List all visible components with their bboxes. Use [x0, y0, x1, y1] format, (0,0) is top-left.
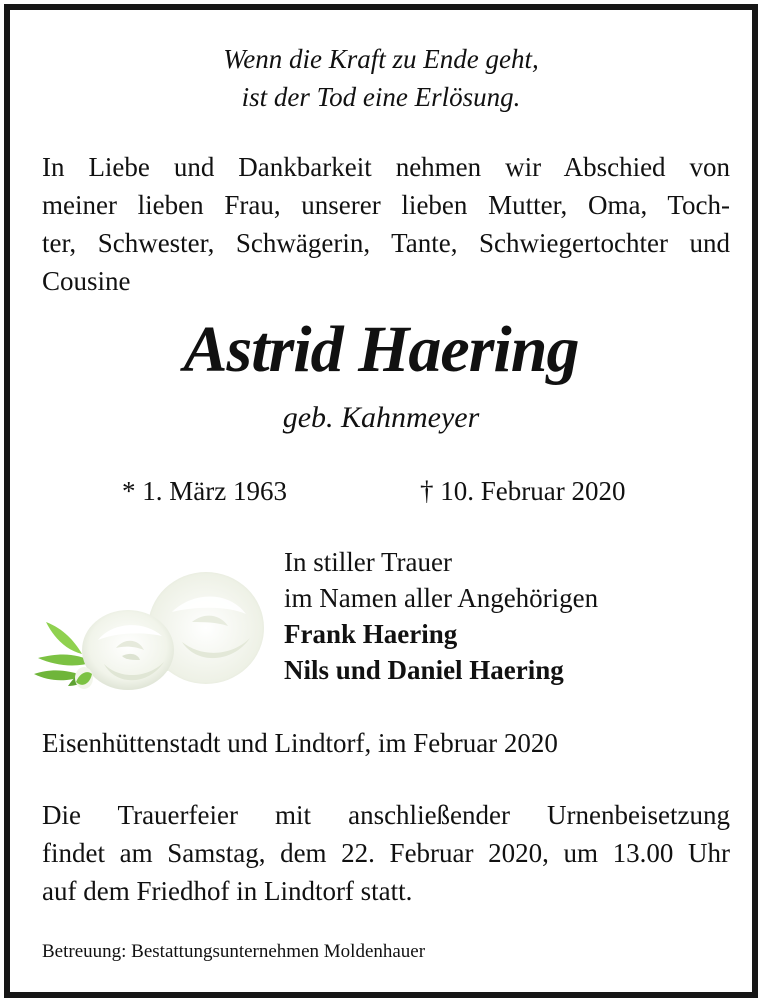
intro-line-2: meiner lieben Frau, unserer lieben Mutter, Oma, Toch-: [42, 190, 730, 220]
obituary-content: [10, 10, 752, 992]
intro-text: [42, 148, 730, 300]
intro-line-1: In Liebe und Dankbarkeit nehmen wir Abschied von: [42, 152, 730, 182]
motto-line-2: ist der Tod eine Erlösung.: [241, 82, 521, 112]
ceremony-line-1: Die Trauerfeier mit anschließender Urnenbeisetzung: [42, 800, 730, 830]
intro-line-3: ter, Schwester, Schwägerin, Tante, Schwiegertochter und: [42, 228, 730, 258]
deceased-name: Astrid Haering: [183, 313, 579, 386]
funeral-home-credit: Betreuung: Bestattungsunternehmen Moldenhauer: [42, 941, 426, 962]
mourner-name-2: Nils und Daniel Haering: [284, 655, 564, 685]
mourners-line-2: im Namen aller Angehörigen: [284, 583, 599, 613]
motto-line-1: Wenn die Kraft zu Ende geht,: [223, 44, 539, 74]
mourner-name-1: Frank Haering: [284, 619, 458, 649]
mourners-block: [284, 544, 598, 688]
maiden-name: geb. Kahnmeyer: [282, 401, 480, 434]
obituary-frame: [4, 4, 758, 998]
ceremony-line-2: findet am Samstag, dem 22. Februar 2020, um 13.00 Uhr: [42, 838, 730, 868]
motto: [10, 40, 752, 116]
white-roses-icon: [32, 562, 272, 702]
ceremony-text: [42, 796, 730, 910]
mourners-line-1: In stiller Trauer: [284, 547, 452, 577]
intro-line-4: Cousine: [42, 266, 131, 296]
place-date: Eisenhüttenstadt und Lindtorf, im Februar 2020: [42, 728, 558, 758]
ceremony-line-3: auf dem Friedhof in Lindtorf statt.: [42, 876, 413, 906]
death-date: † 10. Februar 2020: [420, 476, 626, 506]
birth-date: * 1. März 1963: [122, 476, 287, 506]
